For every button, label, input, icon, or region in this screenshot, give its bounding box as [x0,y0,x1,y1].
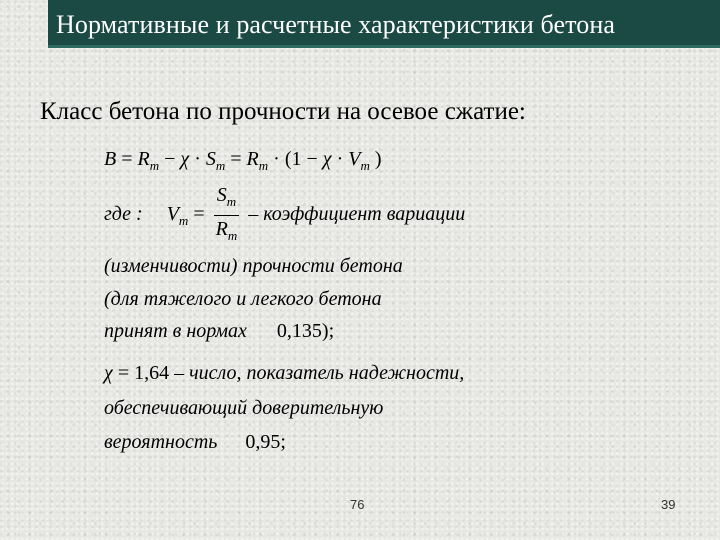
line-chi-symbol: χ [104,362,113,384]
formula-minus: − [159,148,181,170]
line-variability: (изменчивости) прочности бетона [104,255,403,277]
line-chi [104,362,464,385]
main-formula [104,148,382,174]
where-label: где : [104,203,143,226]
where-description: – коэффициент вариации [243,203,466,226]
formula-s: S [205,148,216,170]
line-chi-value: = 1,64 [112,362,170,384]
line-probability-value: 0,95; [245,431,286,453]
line-chi-description: – число, показатель надежности, [169,362,465,384]
formula-close: ) [369,148,382,170]
where-r-sub: m [227,228,238,243]
slide-title: Нормативные и расчетные характеристики бетона [56,10,615,39]
formula-chi1: χ [180,148,190,170]
formula-open: (1 − [284,148,323,170]
where-s: S [216,184,227,206]
formula-dot3: · [331,148,349,170]
line-ensuring: обеспечивающий доверительную [104,397,384,419]
line-norms-text: принят в нормах [104,320,247,342]
where-eq: = [188,203,210,226]
where-s-sub: m [226,194,237,209]
heading: Класс бетона по прочности на осевое сжатие: [40,98,526,125]
formula-eq1: = [116,148,138,170]
page-number-center: 76 [350,497,365,512]
formula-r2: R [246,148,259,170]
formula-eq2: = [225,148,247,170]
page-number-right: 39 [661,497,676,512]
where-fraction [214,182,240,249]
title-bar [48,0,720,48]
formula-s-sub: m [215,158,226,173]
formula-r1: R [137,148,150,170]
line-probability [104,431,286,454]
where-v: V [166,203,179,226]
where-r: R [215,218,228,240]
where-formula [104,182,465,249]
line-norms [104,320,334,343]
formula-r1-sub: m [149,158,160,173]
formula-v: V [348,148,361,170]
formula-dot2: · [268,148,285,170]
where-v-sub: m [178,213,189,229]
line-heavy-light: (для тяжелого и легкого бетона [104,288,382,310]
formula-v-sub: m [360,158,370,173]
formula-dot1: · [189,148,206,170]
formula-r2-sub: m [258,158,269,173]
line-norms-value: 0,135); [276,320,335,342]
line-probability-text: вероятность [104,431,218,453]
formula-b: B [104,148,117,170]
formula-chi2: χ [322,148,332,170]
